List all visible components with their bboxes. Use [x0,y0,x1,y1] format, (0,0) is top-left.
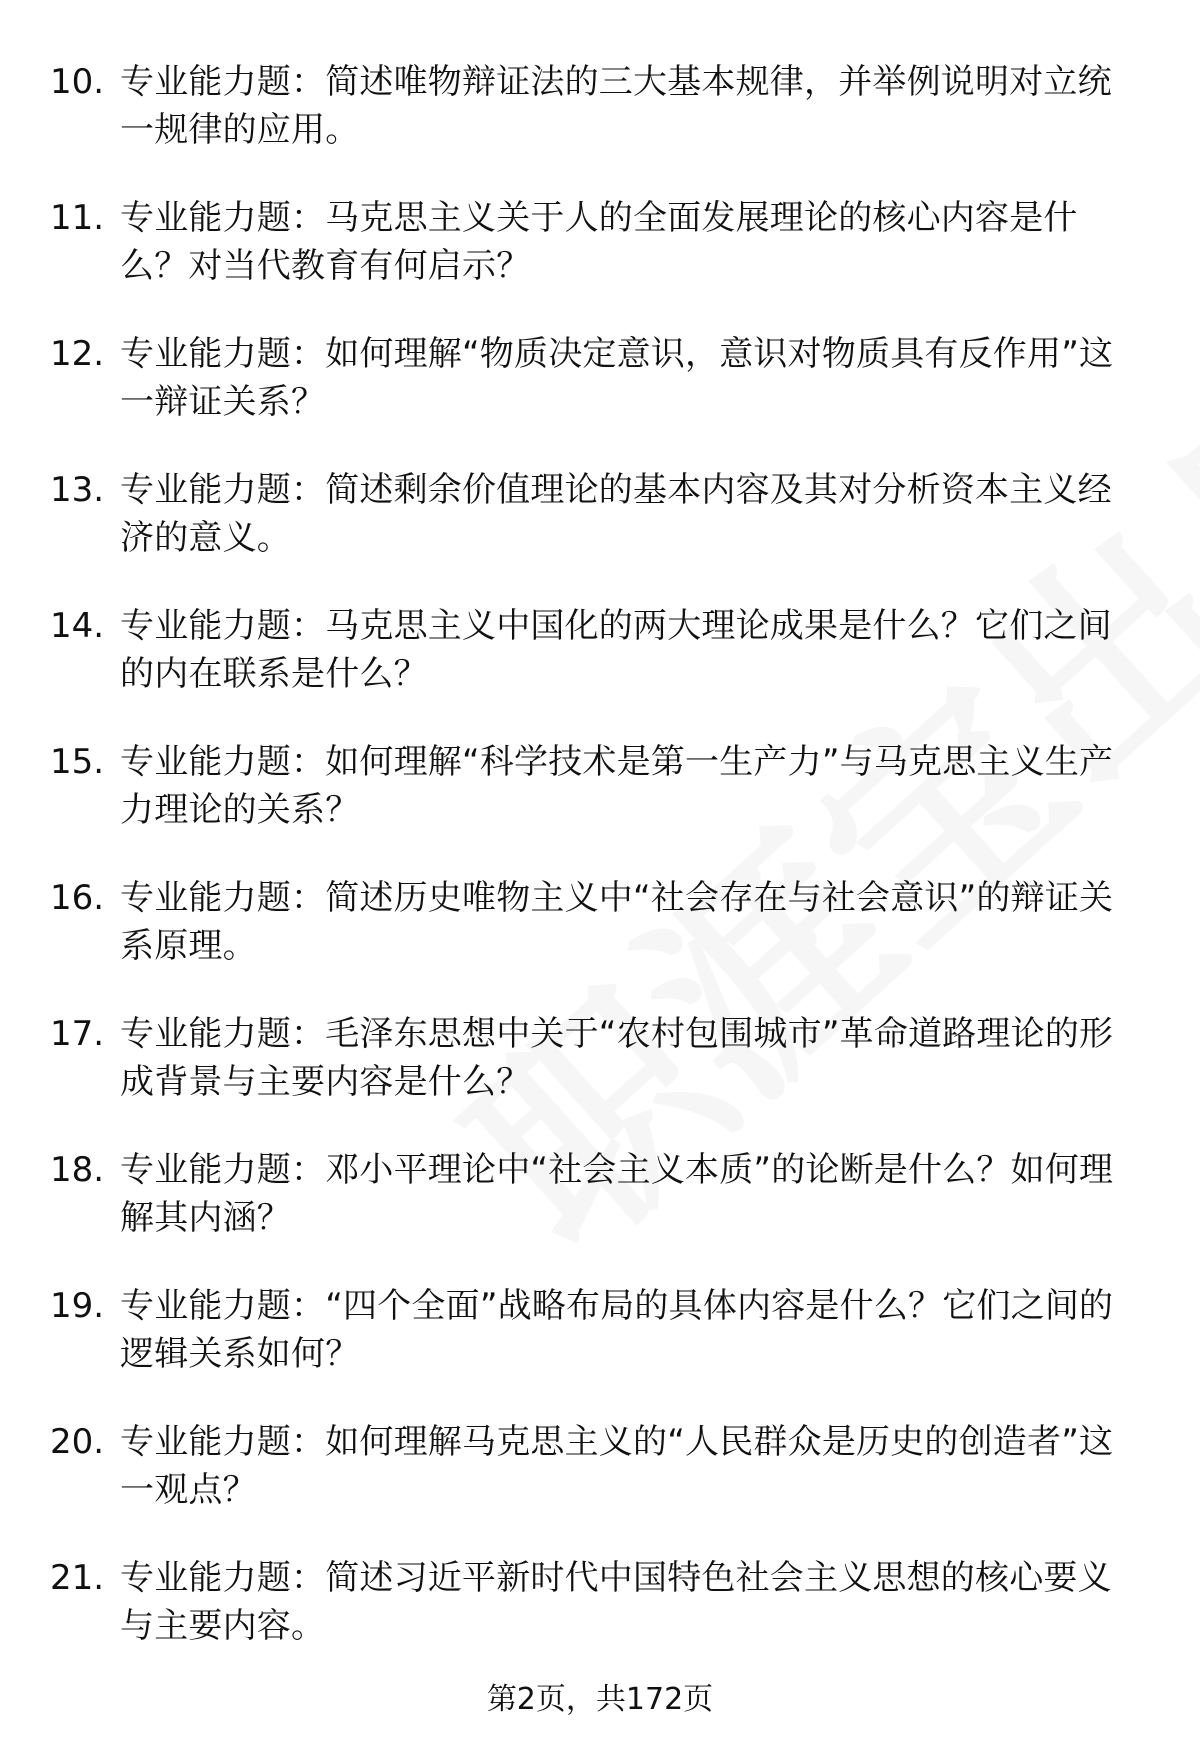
question-list [50,58,1140,1690]
question-item [50,466,1140,562]
question-text: 专业能力题：毛泽东思想中关于“农村包围城市”革命道路理论的形成背景与主要内容是什么？ [120,1014,1114,1102]
question-number: 10. [50,62,105,102]
question-text: 专业能力题：如何理解“科学技术是第一生产力”与马克思主义生产力理论的关系？ [120,742,1114,830]
question-item [50,1282,1140,1378]
question-item [50,602,1140,698]
question-number: 11. [50,198,105,238]
question-item [50,874,1140,970]
page-footer: 第2页，共172页 [486,1682,714,1717]
question-text: 专业能力题：邓小平理论中“社会主义本质”的论断是什么？如何理解其内涵？ [120,1150,1114,1238]
question-item [50,1418,1140,1514]
question-text: 专业能力题：如何理解马克思主义的“人民群众是历史的创造者”这一观点？ [120,1422,1114,1510]
question-number: 21. [50,1558,105,1598]
question-item [50,194,1140,290]
question-item [50,1554,1140,1650]
question-number: 14. [50,606,105,646]
question-item [50,330,1140,426]
question-item [50,738,1140,834]
question-number: 17. [50,1014,105,1054]
question-text: 专业能力题：马克思主义关于人的全面发展理论的核心内容是什么？对当代教育有何启示？ [120,198,1078,286]
question-item [50,58,1140,154]
question-text: 专业能力题：马克思主义中国化的两大理论成果是什么？它们之间的内在联系是什么？ [120,606,1112,694]
question-text: 专业能力题：“四个全面”战略布局的具体内容是什么？它们之间的逻辑关系如何？ [120,1286,1114,1374]
question-number: 18. [50,1150,105,1190]
question-text: 专业能力题：简述剩余价值理论的基本内容及其对分析资本主义经济的意义。 [120,470,1112,558]
question-text: 专业能力题：简述历史唯物主义中“社会存在与社会意识”的辩证关系原理。 [120,878,1114,966]
question-text: 专业能力题：简述唯物辩证法的三大基本规律，并举例说明对立统一规律的应用。 [120,62,1112,150]
question-number: 12. [50,334,105,374]
question-number: 13. [50,470,105,510]
question-text: 专业能力题：简述习近平新时代中国特色社会主义思想的核心要义与主要内容。 [120,1558,1112,1646]
question-number: 15. [50,742,105,782]
question-text: 专业能力题：如何理解“物质决定意识，意识对物质具有反作用”这一辩证关系？ [120,334,1114,422]
question-number: 19. [50,1286,105,1326]
question-item [50,1010,1140,1106]
question-item [50,1146,1140,1242]
question-number: 16. [50,878,105,918]
question-number: 20. [50,1422,105,1462]
